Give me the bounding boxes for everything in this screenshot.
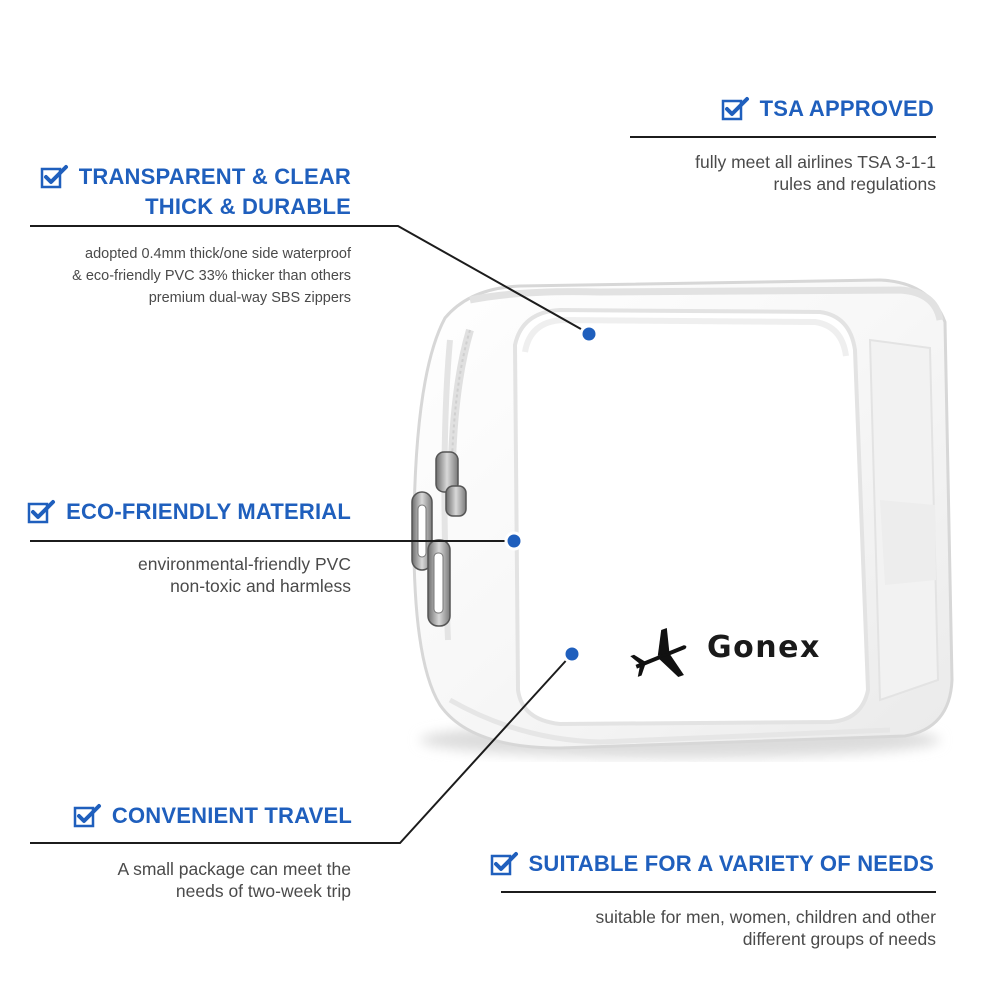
feature-transparent bbox=[39, 162, 351, 222]
feature-transparent-desc-line-1: adopted 0.4mm thick/one side waterproof bbox=[85, 246, 351, 262]
feature-tsa-desc-line-2: rules and regulations bbox=[773, 174, 936, 194]
feature-travel-heading bbox=[72, 803, 352, 829]
brand-name: Gonex bbox=[707, 630, 821, 665]
feature-travel-desc-line-2: needs of two-week trip bbox=[175, 881, 351, 901]
feature-transparent-desc-line-2: & eco-friendly PVC 33% thicker than others bbox=[72, 268, 351, 284]
feature-tsa-desc bbox=[695, 151, 936, 195]
checkbox-check-icon bbox=[72, 803, 102, 829]
feature-needs-desc bbox=[596, 906, 936, 950]
checkbox-check-icon bbox=[720, 96, 750, 122]
feature-tsa-heading bbox=[720, 96, 934, 122]
feature-transparent-title-line-1: TRANSPARENT & CLEAR bbox=[78, 164, 351, 189]
checkbox-check-icon bbox=[39, 164, 69, 190]
feature-needs bbox=[489, 851, 935, 877]
clear-bag bbox=[414, 280, 952, 748]
feature-transparent-heading bbox=[39, 162, 351, 222]
feature-eco-desc-line-1: environmental-friendly PVC bbox=[137, 554, 351, 574]
feature-transparent-title-line-2: THICK & DURABLE bbox=[145, 194, 351, 219]
feature-tsa-title: TSA APPROVED bbox=[759, 96, 934, 121]
feature-eco-heading bbox=[26, 499, 351, 525]
callout-dot-eco bbox=[506, 533, 522, 549]
feature-needs-desc-line-2: different groups of needs bbox=[742, 929, 936, 949]
feature-transparent-desc-line-3: premium dual-way SBS zippers bbox=[148, 290, 351, 306]
callout-dot-travel bbox=[564, 646, 580, 662]
feature-travel bbox=[72, 803, 352, 829]
checkbox-check-icon bbox=[489, 851, 519, 877]
feature-tsa-desc-line-1: fully meet all airlines TSA 3-1-1 bbox=[695, 152, 936, 172]
feature-travel-desc bbox=[118, 858, 351, 902]
feature-needs-rule bbox=[501, 891, 936, 893]
feature-travel-title: CONVENIENT TRAVEL bbox=[111, 803, 352, 828]
feature-needs-title: SUITABLE FOR A VARIETY OF NEEDS bbox=[528, 851, 934, 876]
feature-needs-desc-line-1: suitable for men, women, children and other bbox=[595, 907, 936, 927]
callout-dot-transparent bbox=[581, 326, 597, 342]
feature-needs-heading bbox=[489, 851, 935, 877]
feature-travel-desc-line-1: A small package can meet the bbox=[117, 859, 351, 879]
feature-eco-desc-line-2: non-toxic and harmless bbox=[170, 576, 351, 596]
feature-tsa bbox=[720, 96, 934, 122]
checkbox-check-icon bbox=[26, 499, 56, 525]
feature-transparent-desc bbox=[72, 243, 351, 309]
feature-eco bbox=[26, 499, 351, 525]
feature-eco-desc bbox=[138, 553, 351, 597]
feature-eco-title: ECO-FRIENDLY MATERIAL bbox=[66, 499, 351, 524]
feature-tsa-rule bbox=[630, 136, 936, 138]
